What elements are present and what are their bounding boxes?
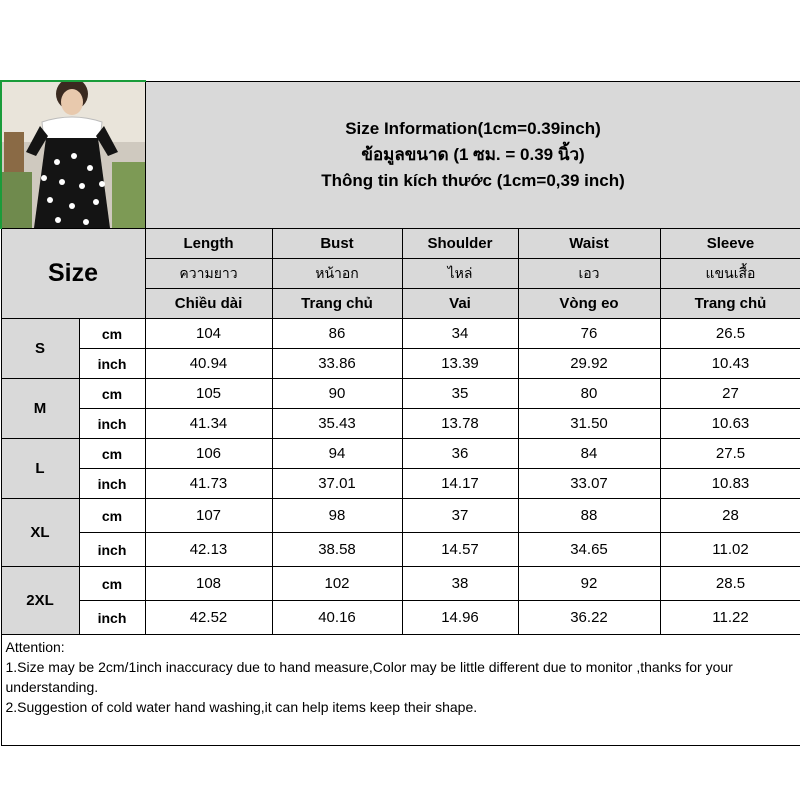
cell-value: 27.5: [660, 439, 800, 469]
cell-value: 35.43: [272, 409, 402, 439]
cell-value: 37: [402, 499, 518, 533]
unit-inch: inch: [79, 409, 145, 439]
cell-value: 14.17: [402, 469, 518, 499]
cell-value: 37.01: [272, 469, 402, 499]
cell-value: 40.94: [145, 349, 272, 379]
size-header: Size: [1, 229, 145, 319]
col-header-shoulder-vi: Vai: [402, 289, 518, 319]
cell-value: 94: [272, 439, 402, 469]
size-label-s: S: [1, 319, 79, 379]
cell-value: 41.73: [145, 469, 272, 499]
cell-value: 41.34: [145, 409, 272, 439]
col-header-sleeve-th: แขนเสื้อ: [660, 259, 800, 289]
col-header-length: Length: [145, 229, 272, 259]
unit-cm: cm: [79, 319, 145, 349]
unit-cm: cm: [79, 567, 145, 601]
cell-value: 80: [518, 379, 660, 409]
cell-value: 104: [145, 319, 272, 349]
cell-value: 11.22: [660, 601, 800, 635]
attention-notes: [1, 635, 800, 746]
unit-inch: inch: [79, 469, 145, 499]
col-header-bust: Bust: [272, 229, 402, 259]
cell-value: 38: [402, 567, 518, 601]
col-header-shoulder-th: ไหล่: [402, 259, 518, 289]
col-header-waist: Waist: [518, 229, 660, 259]
cell-value: 33.86: [272, 349, 402, 379]
unit-cm: cm: [79, 439, 145, 469]
size-label-l: L: [1, 439, 79, 499]
col-header-length-th: ความยาว: [145, 259, 272, 289]
size-table: [0, 80, 800, 746]
cell-value: 36.22: [518, 601, 660, 635]
cell-value: 10.83: [660, 469, 800, 499]
col-header-sleeve: Sleeve: [660, 229, 800, 259]
title-english: Size Information(1cm=0.39inch): [345, 118, 601, 138]
cell-value: 27: [660, 379, 800, 409]
cell-value: 76: [518, 319, 660, 349]
cell-value: 35: [402, 379, 518, 409]
col-header-bust-th: หน้าอก: [272, 259, 402, 289]
attention-heading: Attention:: [5, 639, 65, 655]
size-chart: [0, 80, 800, 746]
cell-value: 107: [145, 499, 272, 533]
cell-value: 98: [272, 499, 402, 533]
cell-value: 86: [272, 319, 402, 349]
unit-inch: inch: [79, 601, 145, 635]
cell-value: 88: [518, 499, 660, 533]
cell-value: 105: [145, 379, 272, 409]
unit-cm: cm: [79, 499, 145, 533]
unit-inch: inch: [79, 349, 145, 379]
cell-value: 14.96: [402, 601, 518, 635]
cell-value: 108: [145, 567, 272, 601]
col-header-waist-th: เอว: [518, 259, 660, 289]
cell-value: 31.50: [518, 409, 660, 439]
cell-value: 106: [145, 439, 272, 469]
product-photo: [1, 81, 145, 229]
cell-value: 34.65: [518, 533, 660, 567]
size-label-xl: XL: [1, 499, 79, 567]
cell-value: 29.92: [518, 349, 660, 379]
cell-value: 36: [402, 439, 518, 469]
dress-model-image: [2, 82, 145, 228]
cell-value: 92: [518, 567, 660, 601]
chart-title: [145, 81, 800, 229]
col-header-bust-vi: Trang chủ: [272, 289, 402, 319]
col-header-shoulder: Shoulder: [402, 229, 518, 259]
cell-value: 10.43: [660, 349, 800, 379]
cell-value: 42.13: [145, 533, 272, 567]
size-label-2xl: 2XL: [1, 567, 79, 635]
cell-value: 10.63: [660, 409, 800, 439]
cell-value: 42.52: [145, 601, 272, 635]
unit-cm: cm: [79, 379, 145, 409]
cell-value: 33.07: [518, 469, 660, 499]
title-thai: ข้อมูลขนาด (1 ซม. = 0.39 นิ้ว): [361, 144, 585, 164]
cell-value: 11.02: [660, 533, 800, 567]
cell-value: 13.78: [402, 409, 518, 439]
cell-value: 40.16: [272, 601, 402, 635]
cell-value: 102: [272, 567, 402, 601]
cell-value: 13.39: [402, 349, 518, 379]
col-header-waist-vi: Vòng eo: [518, 289, 660, 319]
title-vietnamese: Thông tin kích thước (1cm=0,39 inch): [321, 170, 625, 190]
unit-inch: inch: [79, 533, 145, 567]
cell-value: 26.5: [660, 319, 800, 349]
cell-value: 38.58: [272, 533, 402, 567]
col-header-sleeve-vi: Trang chủ: [660, 289, 800, 319]
cell-value: 84: [518, 439, 660, 469]
attention-note-1: 1.Size may be 2cm/1inch inaccuracy due to hand measure,Color may be little different due to monitor ,thanks for your understanding.: [5, 659, 733, 695]
cell-value: 28.5: [660, 567, 800, 601]
cell-value: 90: [272, 379, 402, 409]
cell-value: 28: [660, 499, 800, 533]
attention-note-2: 2.Suggestion of cold water hand washing,it can help items keep their shape.: [5, 699, 478, 715]
cell-value: 34: [402, 319, 518, 349]
cell-value: 14.57: [402, 533, 518, 567]
size-label-m: M: [1, 379, 79, 439]
col-header-length-vi: Chiều dài: [145, 289, 272, 319]
